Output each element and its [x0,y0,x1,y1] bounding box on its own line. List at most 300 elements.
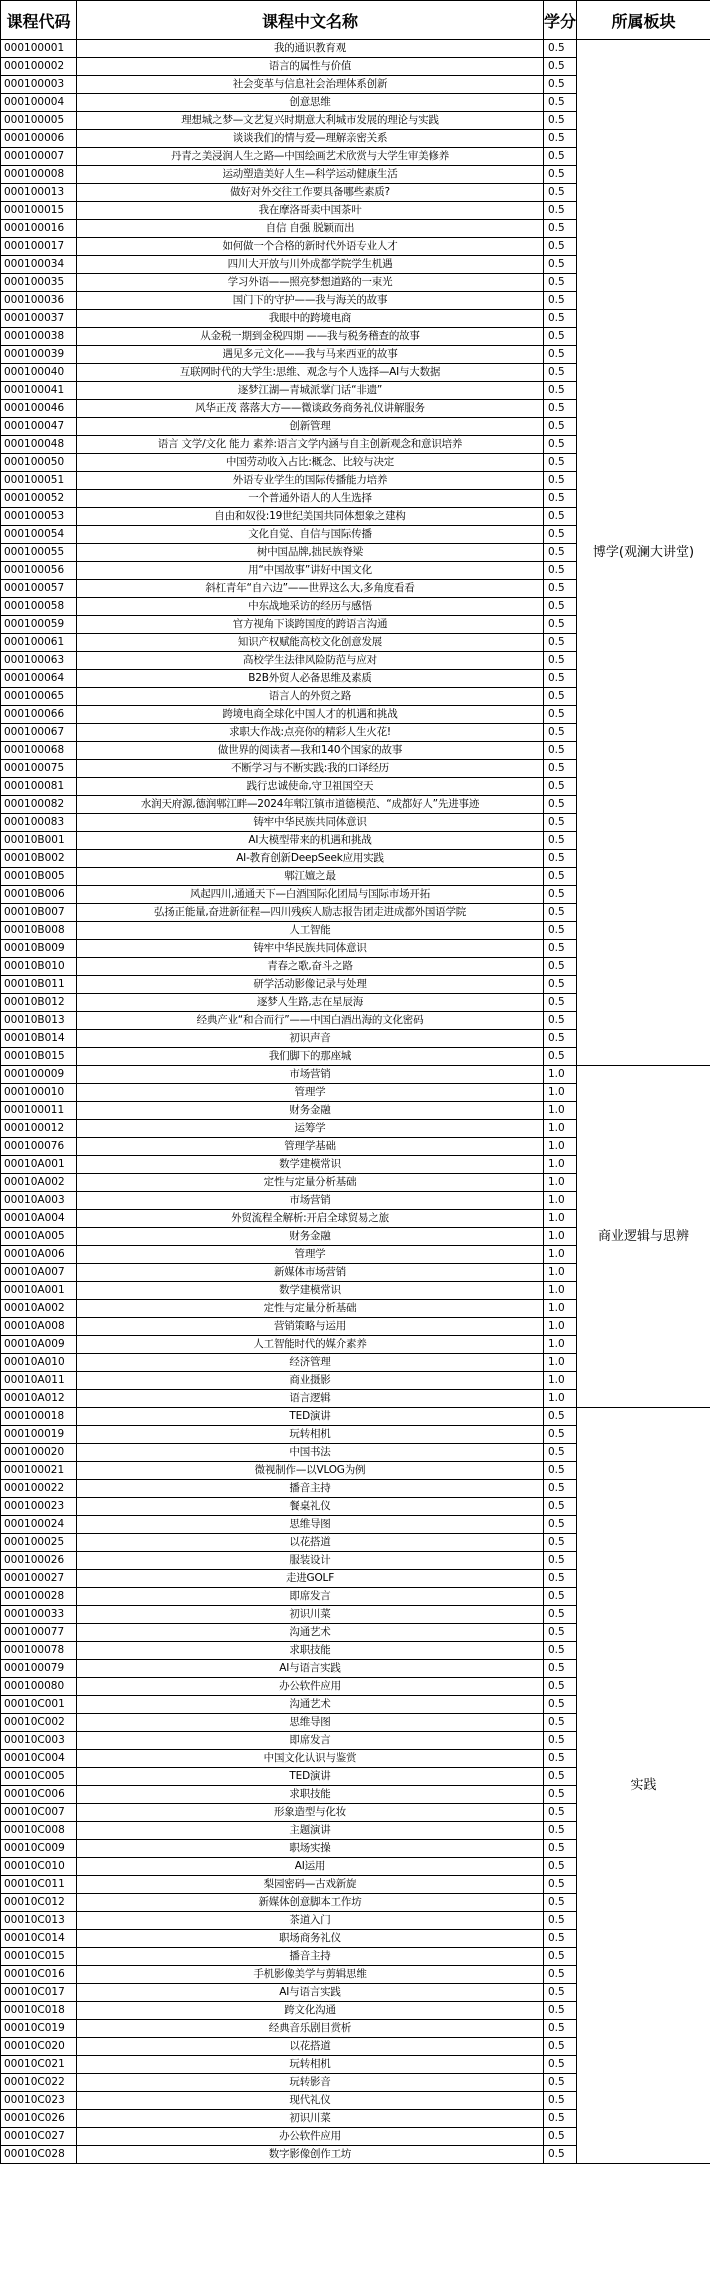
course-credit: 0.5 [544,238,577,256]
block-name: 实践 [577,1408,710,2164]
course-name: 语言人的外贸之路 [77,688,544,706]
course-code: 000100063 [1,652,77,670]
course-name: 铸牢中华民族共同体意识 [77,814,544,832]
course-code: 00010A008 [1,1318,77,1336]
course-name: 践行忠诚使命,守卫祖国空天 [77,778,544,796]
course-credit: 0.5 [544,436,577,454]
course-credit: 0.5 [544,1696,577,1714]
course-code: 00010A010 [1,1354,77,1372]
course-name: 知识产权赋能高校文化创意发展 [77,634,544,652]
course-credit: 0.5 [544,454,577,472]
course-code: 00010C020 [1,2038,77,2056]
course-credit: 0.5 [544,112,577,130]
course-name: 数学建模常识 [77,1282,544,1300]
course-code: 000100033 [1,1606,77,1624]
course-code: 000100036 [1,292,77,310]
course-credit: 0.5 [544,688,577,706]
course-name: 营销策略与运用 [77,1318,544,1336]
course-code: 00010C022 [1,2074,77,2092]
course-credit: 0.5 [544,1552,577,1570]
course-credit: 0.5 [544,616,577,634]
course-credit: 0.5 [544,580,577,598]
course-credit: 1.0 [544,1336,577,1354]
course-code: 000100004 [1,94,77,112]
course-credit: 0.5 [544,202,577,220]
course-code: 00010A001 [1,1156,77,1174]
course-code: 000100051 [1,472,77,490]
course-code: 000100011 [1,1102,77,1120]
course-code: 000100001 [1,40,77,58]
course-name: 用“中国故事”讲好中国文化 [77,562,544,580]
course-credit: 1.0 [544,1084,577,1102]
course-code: 00010B007 [1,904,77,922]
course-code: 000100047 [1,418,77,436]
course-credit: 0.5 [544,922,577,940]
course-code: 00010C003 [1,1732,77,1750]
course-name: 思维导图 [77,1714,544,1732]
course-credit: 0.5 [544,1894,577,1912]
course-credit: 0.5 [544,1876,577,1894]
table-header [1,1,710,40]
course-code: 00010A004 [1,1210,77,1228]
course-code: 000100046 [1,400,77,418]
course-name: 走进GOLF [77,1570,544,1588]
course-name: 办公软件应用 [77,1678,544,1696]
course-code: 000100018 [1,1408,77,1426]
course-name: 我眼中的跨境电商 [77,310,544,328]
course-name: 手机影像美学与剪辑思维 [77,1966,544,1984]
course-name: 语言的属性与价值 [77,58,544,76]
course-credit: 0.5 [544,526,577,544]
block-name: 商业逻辑与思辨 [577,1066,710,1408]
course-code: 000100026 [1,1552,77,1570]
course-credit: 0.5 [544,796,577,814]
course-code: 000100078 [1,1642,77,1660]
course-credit: 0.5 [544,130,577,148]
course-code: 000100006 [1,130,77,148]
course-code: 000100021 [1,1462,77,1480]
course-credit: 0.5 [544,1804,577,1822]
course-name: AI与语言实践 [77,1660,544,1678]
course-name: 经典产业“和合而行”——中国白酒出海的文化密码 [77,1012,544,1030]
course-name: 玩转相机 [77,2056,544,2074]
course-credit: 1.0 [544,1156,577,1174]
course-credit: 0.5 [544,2146,577,2164]
course-credit: 0.5 [544,274,577,292]
course-credit: 0.5 [544,328,577,346]
course-credit: 0.5 [544,1534,577,1552]
course-name: 梨园密码—古戏新旋 [77,1876,544,1894]
course-credit: 0.5 [544,1426,577,1444]
course-code: 00010B001 [1,832,77,850]
course-name: 跨境电商全球化中国人才的机遇和挑战 [77,706,544,724]
course-name: 人工智能 [77,922,544,940]
course-credit: 0.5 [544,760,577,778]
course-credit: 0.5 [544,814,577,832]
course-name: 定性与定量分析基础 [77,1300,544,1318]
course-code: 00010C001 [1,1696,77,1714]
course-credit: 1.0 [544,1210,577,1228]
course-credit: 0.5 [544,778,577,796]
course-credit: 0.5 [544,832,577,850]
course-code: 000100025 [1,1534,77,1552]
course-credit: 1.0 [544,1138,577,1156]
course-code: 000100013 [1,184,77,202]
course-name: 定性与定量分析基础 [77,1174,544,1192]
course-credit: 0.5 [544,994,577,1012]
course-credit: 0.5 [544,1948,577,1966]
course-code: 00010C008 [1,1822,77,1840]
course-code: 00010A003 [1,1192,77,1210]
course-name: 沟通艺术 [77,1696,544,1714]
course-code: 00010B012 [1,994,77,1012]
course-credit: 0.5 [544,2092,577,2110]
course-credit: 0.5 [544,292,577,310]
course-code: 000100028 [1,1588,77,1606]
course-credit: 1.0 [544,1102,577,1120]
course-name: 学习外语——照亮梦想道路的一束光 [77,274,544,292]
course-credit: 0.5 [544,2128,577,2146]
course-code: 000100056 [1,562,77,580]
course-name: 中国劳动收入占比:概念、比较与决定 [77,454,544,472]
course-credit: 0.5 [544,40,577,58]
course-credit: 0.5 [544,2056,577,2074]
course-credit: 0.5 [544,1912,577,1930]
course-name: 经典音乐剧目赏析 [77,2020,544,2038]
course-name: 财务金融 [77,1102,544,1120]
course-name: 官方视角下谈跨国度的跨语言沟通 [77,616,544,634]
course-credit: 0.5 [544,184,577,202]
course-credit: 1.0 [544,1354,577,1372]
course-code: 00010C013 [1,1912,77,1930]
course-credit: 0.5 [544,220,577,238]
course-code: 00010A005 [1,1228,77,1246]
course-code: 00010C004 [1,1750,77,1768]
course-name: 互联网时代的大学生:思维、观念与个人选择—AI与大数据 [77,364,544,382]
course-name: 高校学生法律风险防范与应对 [77,652,544,670]
course-credit: 0.5 [544,166,577,184]
course-code: 000100039 [1,346,77,364]
course-name: 中东战地采访的经历与感悟 [77,598,544,616]
course-name: 风华正茂 落落大方——微谈政务商务礼仪讲解服务 [77,400,544,418]
course-name: 职场实操 [77,1840,544,1858]
course-credit: 1.0 [544,1300,577,1318]
block-name: 博学(观澜大讲堂) [577,40,710,1066]
course-name: 斜杠青年“自六边”——世界这么大,多角度看看 [77,580,544,598]
course-name: 新媒体创意脚本工作坊 [77,1894,544,1912]
course-code: 000100022 [1,1480,77,1498]
course-code: 00010C015 [1,1948,77,1966]
course-credit: 0.5 [544,2110,577,2128]
course-credit: 0.5 [544,1606,577,1624]
course-code: 00010B013 [1,1012,77,1030]
course-credit: 0.5 [544,670,577,688]
course-code: 00010A009 [1,1336,77,1354]
course-name: 玩转相机 [77,1426,544,1444]
course-code: 00010B002 [1,850,77,868]
course-code: 00010C012 [1,1894,77,1912]
course-credit: 0.5 [544,346,577,364]
course-credit: 0.5 [544,904,577,922]
course-code: 00010C009 [1,1840,77,1858]
course-name: 职场商务礼仪 [77,1930,544,1948]
course-name: 市场营销 [77,1066,544,1084]
course-code: 000100034 [1,256,77,274]
course-name: 财务金融 [77,1228,544,1246]
course-code: 00010C007 [1,1804,77,1822]
course-name: 不断学习与不断实践:我的口译经历 [77,760,544,778]
course-name: 管理学基础 [77,1138,544,1156]
course-credit: 0.5 [544,310,577,328]
course-credit: 0.5 [544,2038,577,2056]
course-code: 000100016 [1,220,77,238]
course-name: 中国书法 [77,1444,544,1462]
course-code: 000100010 [1,1084,77,1102]
course-name: 青春之歌,奋斗之路 [77,958,544,976]
course-code: 00010A006 [1,1246,77,1264]
course-code: 00010C006 [1,1786,77,1804]
course-code: 00010A002 [1,1300,77,1318]
course-name: AI与语言实践 [77,1984,544,2002]
course-credit: 0.5 [544,508,577,526]
course-credit: 0.5 [544,76,577,94]
course-code: 000100082 [1,796,77,814]
course-name: 餐桌礼仪 [77,1498,544,1516]
course-code: 000100066 [1,706,77,724]
course-credit: 0.5 [544,2074,577,2092]
course-code: 00010C028 [1,2146,77,2164]
course-code: 000100038 [1,328,77,346]
course-name: 播音主持 [77,1480,544,1498]
course-name: 社会变革与信息社会治理体系创新 [77,76,544,94]
course-code: 000100054 [1,526,77,544]
course-name: 玩转影音 [77,2074,544,2092]
course-code: 000100058 [1,598,77,616]
course-code: 000100002 [1,58,77,76]
course-name: 初识川菜 [77,1606,544,1624]
course-name: 初识声音 [77,1030,544,1048]
course-credit: 0.5 [544,1570,577,1588]
course-credit: 0.5 [544,364,577,382]
course-code: 000100052 [1,490,77,508]
course-name: 运筹学 [77,1120,544,1138]
course-credit: 0.5 [544,886,577,904]
course-name: 树中国品牌,拙民族脊梁 [77,544,544,562]
course-name: 铸牢中华民族共同体意识 [77,940,544,958]
course-credit: 0.5 [544,742,577,760]
course-name: 外语专业学生的国际传播能力培养 [77,472,544,490]
header-row [1,1,710,40]
course-name: 我在摩洛哥卖中国茶叶 [77,202,544,220]
header-course-code: 课程代码 [1,1,77,40]
course-credit: 0.5 [544,1462,577,1480]
course-code: 000100003 [1,76,77,94]
course-name: 我们脚下的那座城 [77,1048,544,1066]
course-name: 管理学 [77,1084,544,1102]
course-code: 000100023 [1,1498,77,1516]
course-code: 000100027 [1,1570,77,1588]
course-name: 做好对外交往工作要具备哪些素质? [77,184,544,202]
course-code: 00010B009 [1,940,77,958]
course-code: 00010A012 [1,1390,77,1408]
course-credit: 0.5 [544,1984,577,2002]
course-credit: 0.5 [544,1480,577,1498]
course-name: 求职大作战:点亮你的精彩人生火花! [77,724,544,742]
course-credit: 0.5 [544,490,577,508]
course-name: 数字影像创作工坊 [77,2146,544,2164]
course-name: 以花搭道 [77,1534,544,1552]
course-name: 新媒体市场营销 [77,1264,544,1282]
course-name: 创意思维 [77,94,544,112]
course-code: 00010B006 [1,886,77,904]
course-name: 即席发言 [77,1588,544,1606]
course-credit: 1.0 [544,1318,577,1336]
course-credit: 0.5 [544,1030,577,1048]
course-credit: 0.5 [544,958,577,976]
course-code: 000100019 [1,1426,77,1444]
course-name: 丹青之美浸润人生之路—中国绘画艺术欣赏与大学生审美修养 [77,148,544,166]
course-code: 00010B014 [1,1030,77,1048]
course-name: 即席发言 [77,1732,544,1750]
course-credit: 0.5 [544,1768,577,1786]
course-name: TED演讲 [77,1768,544,1786]
course-credit: 0.5 [544,850,577,868]
course-name: TED演讲 [77,1408,544,1426]
course-code: 000100061 [1,634,77,652]
course-name: 一个普通外语人的人生选择 [77,490,544,508]
course-code: 00010C016 [1,1966,77,1984]
course-credit: 0.5 [544,1750,577,1768]
course-name: 谈谈我们的情与爱—理解亲密关系 [77,130,544,148]
course-name: 中国文化认识与鉴赏 [77,1750,544,1768]
course-credit: 0.5 [544,382,577,400]
course-credit: 0.5 [544,724,577,742]
course-name: 郫江嬗之最 [77,868,544,886]
course-code: 000100015 [1,202,77,220]
course-credit: 0.5 [544,1588,577,1606]
course-code: 000100053 [1,508,77,526]
course-name: 市场营销 [77,1192,544,1210]
course-code: 000100008 [1,166,77,184]
course-name: 语言逻辑 [77,1390,544,1408]
course-name: 四川大开放与川外成都学院学生机遇 [77,256,544,274]
course-code: 00010C027 [1,2128,77,2146]
course-name: 风起四川,通通天下—白酒国际化团局与国际市场开拓 [77,886,544,904]
course-code: 00010B015 [1,1048,77,1066]
course-name: 茶道入门 [77,1912,544,1930]
course-credit: 0.5 [544,148,577,166]
course-code: 000100064 [1,670,77,688]
table-row [1,1066,710,1084]
course-name: B2B外贸人必备思维及素质 [77,670,544,688]
course-credit: 0.5 [544,652,577,670]
course-name: 国门下的守护——我与海关的故事 [77,292,544,310]
course-credit: 0.5 [544,1660,577,1678]
course-code: 00010B008 [1,922,77,940]
table-row [1,40,710,58]
course-credit: 0.5 [544,1858,577,1876]
course-credit: 0.5 [544,418,577,436]
course-code: 00010C014 [1,1930,77,1948]
course-name: 办公软件应用 [77,2128,544,2146]
course-credit: 0.5 [544,562,577,580]
course-code: 000100059 [1,616,77,634]
course-code: 00010A002 [1,1174,77,1192]
course-code: 000100057 [1,580,77,598]
course-code: 000100081 [1,778,77,796]
course-name: 求职技能 [77,1786,544,1804]
course-name: 文化自觉、自信与国际传播 [77,526,544,544]
course-code: 00010C026 [1,2110,77,2128]
course-name: 管理学 [77,1246,544,1264]
course-name: 微视制作—以VLOG为例 [77,1462,544,1480]
course-code: 00010C017 [1,1984,77,2002]
course-name: 语言 文学/文化 能力 素养:语言文学内涵与自主创新观念和意识培养 [77,436,544,454]
course-name: 服装设计 [77,1552,544,1570]
course-name: 跨文化沟通 [77,2002,544,2020]
course-name: 初识川菜 [77,2110,544,2128]
course-code: 000100037 [1,310,77,328]
course-name: 播音主持 [77,1948,544,1966]
course-code: 000100055 [1,544,77,562]
course-code: 000100075 [1,760,77,778]
course-name: 弘扬正能量,奋进新征程—四川残疾人励志报告团走进成都外国语学院 [77,904,544,922]
course-credit: 0.5 [544,1048,577,1066]
course-credit: 0.5 [544,94,577,112]
course-credit: 1.0 [544,1372,577,1390]
course-code: 000100065 [1,688,77,706]
table-body [1,40,710,2164]
course-name: 自信 自强 脱颖而出 [77,220,544,238]
course-credit: 0.5 [544,1516,577,1534]
course-code: 000100024 [1,1516,77,1534]
course-code: 00010B011 [1,976,77,994]
course-name: 自由和奴役:19世纪美国共同体想象之建构 [77,508,544,526]
course-credit: 0.5 [544,1624,577,1642]
course-code: 000100012 [1,1120,77,1138]
course-name: 人工智能时代的媒介素养 [77,1336,544,1354]
course-code: 000100035 [1,274,77,292]
course-code: 000100020 [1,1444,77,1462]
course-credit: 1.0 [544,1120,577,1138]
course-name: 创新管理 [77,418,544,436]
course-credit: 0.5 [544,58,577,76]
course-code: 000100079 [1,1660,77,1678]
course-code: 00010C010 [1,1858,77,1876]
course-credit: 0.5 [544,598,577,616]
course-credit: 1.0 [544,1390,577,1408]
course-name: 遇见多元文化——我与马来西亚的故事 [77,346,544,364]
course-name: 理想城之梦—文艺复兴时期意大利城市发展的理论与实践 [77,112,544,130]
course-name: 逐梦江湖—青城派掌门话“非遗” [77,382,544,400]
course-name: 形象造型与化妆 [77,1804,544,1822]
course-credit: 0.5 [544,400,577,418]
course-credit: 0.5 [544,1642,577,1660]
course-code: 000100009 [1,1066,77,1084]
course-credit: 0.5 [544,1840,577,1858]
course-code: 000100080 [1,1678,77,1696]
course-code: 000100077 [1,1624,77,1642]
course-code: 00010A011 [1,1372,77,1390]
course-name: AI运用 [77,1858,544,1876]
course-code: 000100005 [1,112,77,130]
course-code: 000100048 [1,436,77,454]
course-code: 00010B005 [1,868,77,886]
course-code: 000100041 [1,382,77,400]
course-credit: 0.5 [544,2002,577,2020]
course-name: 数学建模常识 [77,1156,544,1174]
course-name: AI-教育创新DeepSeek应用实践 [77,850,544,868]
